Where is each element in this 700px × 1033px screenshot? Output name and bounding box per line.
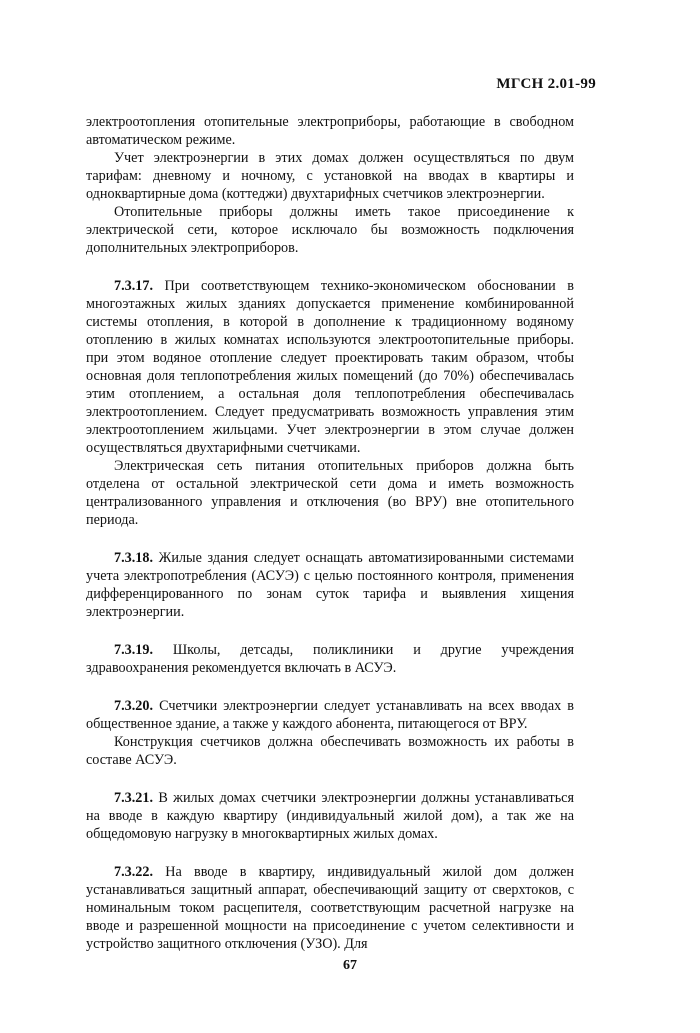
paragraph-text: При соответствующем технико-экономическом обосновании в многоэтажных жилых зданиях допускается применение комбинированной системы отопления, в которой в дополнение к традиционному водяному отоплению в жилых комнатах используются электроотопительные приборы. при этом водяное отопление следует проектировать таким образом, чтобы основная доля теплопотребления жилых помещений (до 70%) обеспечивалась этим отоплением, а остальная доля теплопотребления обеспечивалась электроотоплением. Следует предусматривать возможность управления этим электроотоплением жильцами. Учет электроэнергии в этом случае должен осуществляться двухтарифными счетчиками. — [86, 278, 574, 456]
paragraph-text: Отопительные приборы должны иметь такое присоединение к электрической сети, которое исключало бы возможность подключения дополнительных электроприборов. — [86, 204, 574, 256]
paragraph-text: Счетчики электроэнергии следует устанавливать на всех вводах в общественное здание, а также у каждого абонента, питающегося от ВРУ. — [86, 698, 574, 732]
paragraph-text: Конструкция счетчиков должна обеспечивать возможность их работы в составе АСУЭ. — [86, 734, 574, 768]
paragraph — [86, 203, 574, 257]
section-7-3-18 — [86, 549, 574, 621]
paragraph — [86, 457, 574, 529]
paragraph — [86, 733, 574, 769]
paragraph-text: Жилые здания следует оснащать автоматизированными системами учета электропотребления (АСУЭ) с целью постоянного контроля, применения дифференцированного по зонам суток тарифа и выявления хищения электроэнергии. — [86, 550, 574, 620]
paragraph-text: Учет электроэнергии в этих домах должен осуществляться по двум тарифам: дневному и ночному, с установкой на вводах в квартиры и одноквартирные дома (коттеджи) двухтарифных счетчиков электроэнергии. — [86, 150, 574, 202]
section-7-3-21 — [86, 789, 574, 843]
page-number: 67 — [343, 958, 357, 973]
section-7-3-22 — [86, 863, 574, 953]
paragraph — [86, 149, 574, 203]
paragraph-text: электроотопления отопительные электроприборы, работающие в свободном автоматическом режиме. — [86, 114, 574, 148]
section-number: 7.3.17. — [114, 278, 154, 294]
section-7-3-17 — [86, 277, 574, 457]
section-number: 7.3.22. — [114, 864, 154, 880]
paragraph — [86, 113, 574, 149]
paragraph-text: Школы, детсады, поликлиники и другие учреждения здравоохранения рекомендуется включать в АСУЭ. — [86, 642, 574, 676]
section-7-3-19 — [86, 641, 574, 677]
paragraph-text: На вводе в квартиру, индивидуальный жилой дом должен устанавливаться защитный аппарат, обеспечивающий защиту от сверхтоков, с номинальным током расцепителя, соответствующим расчетной нагрузке на вводе и разрешенной мощности на присоединение с учетом селективности и устройство защитного отключения (УЗО). Для — [86, 864, 574, 952]
section-number: 7.3.18. — [114, 550, 154, 566]
section-number: 7.3.20. — [114, 698, 154, 714]
section-7-3-20 — [86, 697, 574, 733]
document-code-header: МГСН 2.01-99 — [496, 76, 596, 92]
paragraph-text: Электрическая сеть питания отопительных приборов должна быть отделена от остальной электрической сети дома и иметь возможность централизованного управления и отключения (во ВРУ) вне отопительного периода. — [86, 458, 574, 528]
paragraph-text: В жилых домах счетчики электроэнергии должны устанавливаться на вводе в каждую квартиру (индивидуальный жилой дом), а так же на общедомовую нагрузку в многоквартирных жилых домах. — [86, 790, 575, 842]
section-number: 7.3.19. — [114, 642, 154, 658]
section-number: 7.3.21. — [114, 790, 154, 806]
document-body — [86, 113, 574, 953]
